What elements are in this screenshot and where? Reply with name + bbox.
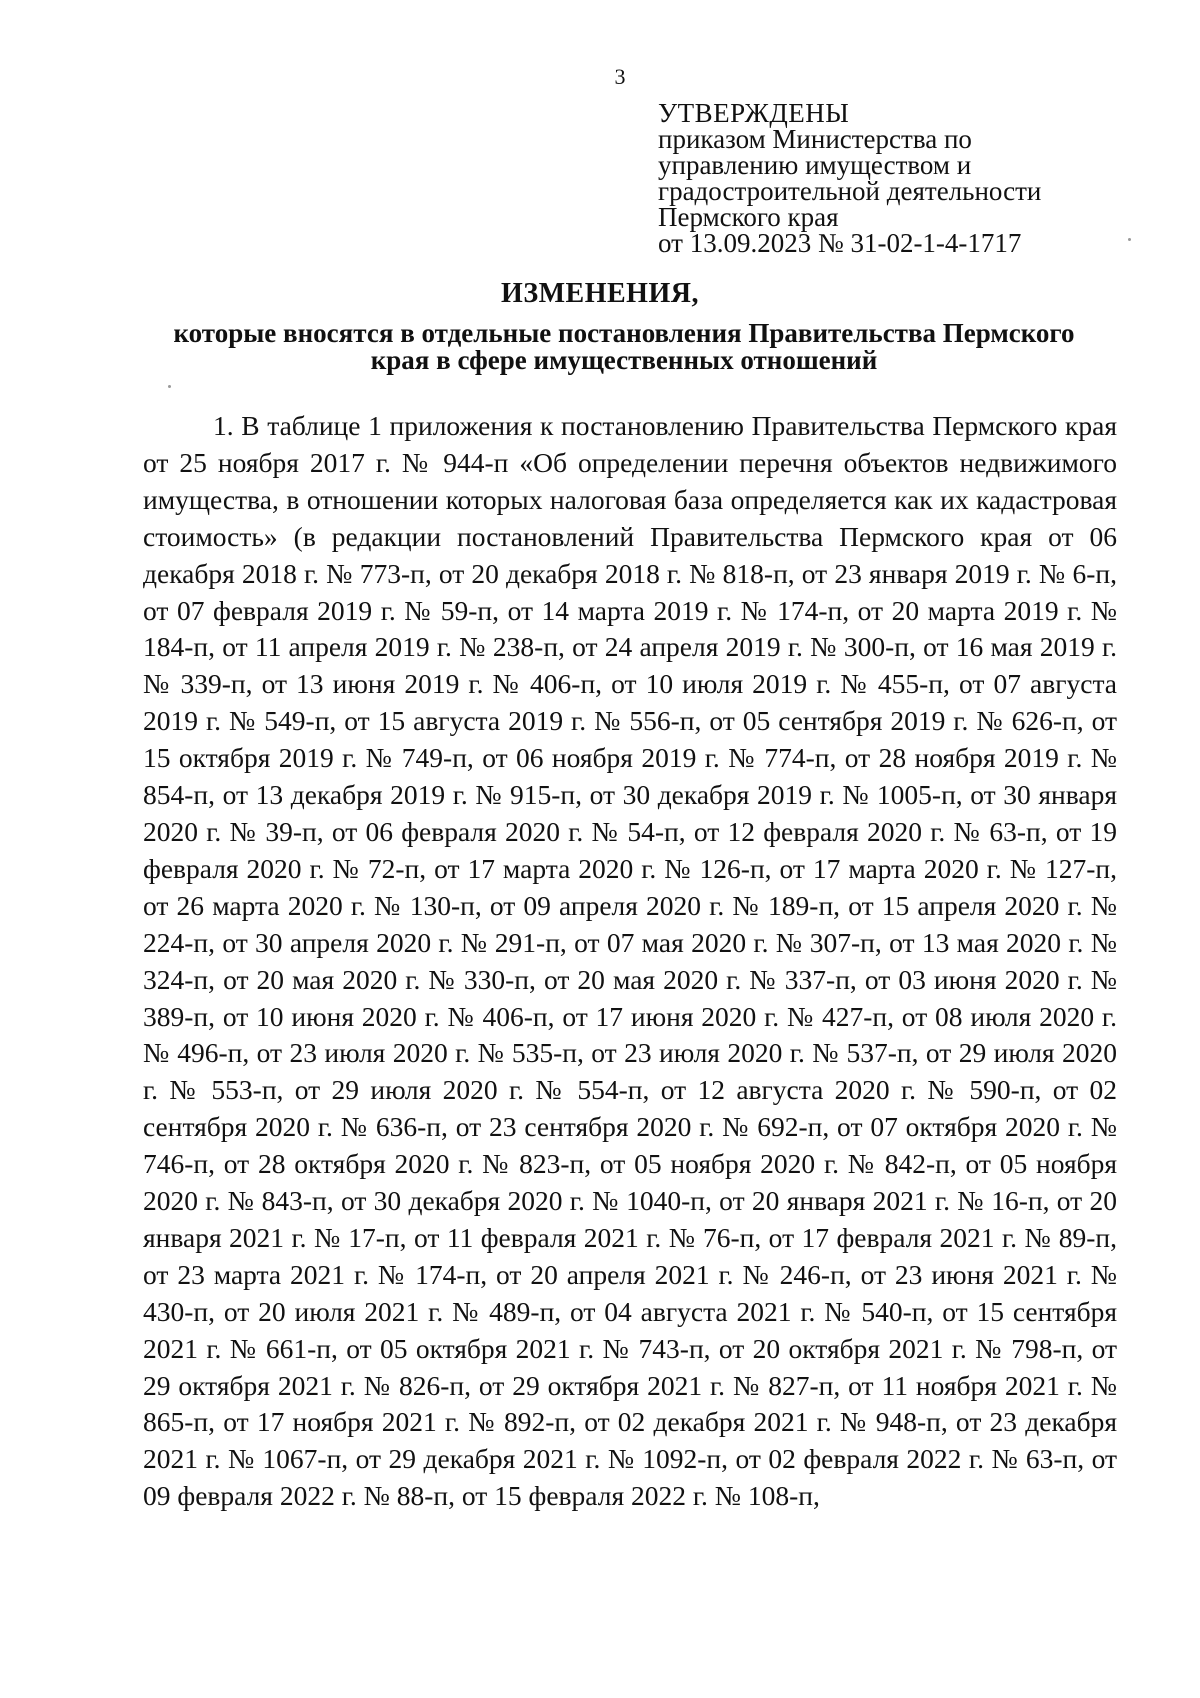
subtitle-line: которые вносятся в отдельные постановления Правительства Пермского	[173, 318, 1075, 348]
approval-line: градостроительной деятельности	[658, 176, 1042, 206]
scan-artifact	[168, 385, 171, 388]
document-subtitle	[140, 320, 1108, 374]
subtitle-line: края в сфере имущественных отношений	[370, 345, 878, 375]
approval-line: управлению имуществом и	[658, 150, 972, 180]
approval-heading: УТВЕРЖДЕНЫ	[658, 98, 850, 128]
scan-artifact	[1128, 238, 1131, 241]
body-paragraph: 1. В таблице 1 приложения к постановлению Правительства Пермского края от 25 ноября 2017 г. № 944-п «Об определении перечня объектов недвижимого имущества, в отношении которых налоговая база определяется как их кадастровая стоимость» (в редакции постановлений Правительства Пермского края от 06 декабря 2018 г. № 773-п, от 20 декабря 2018 г. № 818-п, от 23 января 2019 г. № 6-п, от 07 февраля 2019 г. № 59-п, от 14 марта 2019 г. № 174-п, от 20 марта 2019 г. № 184-п, от 11 апреля 2019 г. № 238-п, от 24 апреля 2019 г. № 300-п, от 16 мая 2019 г. № 339-п, от 13 июня 2019 г. № 406-п, от 10 июля 2019 г. № 455-п, от 07 августа 2019 г. № 549-п, от 15 августа 2019 г. № 556-п, от 05 сентября 2019 г. № 626-п, от 15 октября 2019 г. № 749-п, от 06 ноября 2019 г. № 774-п, от 28 ноября 2019 г. № 854-п, от 13 декабря 2019 г. № 915-п, от 30 декабря 2019 г. № 1005-п, от 30 января 2020 г. № 39-п, от 06 февраля 2020 г. № 54-п, от 12 февраля 2020 г. № 63-п, от 19 февраля 2020 г. № 72-п, от 17 марта 2020 г. № 126-п, от 17 марта 2020 г. № 127-п, от 26 марта 2020 г. № 130-п, от 09 апреля 2020 г. № 189-п, от 15 апреля 2020 г. № 224-п, от 30 апреля 2020 г. № 291-п, от 07 мая 2020 г. № 307-п, от 13 мая 2020 г. № 324-п, от 20 мая 2020 г. № 330-п, от 20 мая 2020 г. № 337-п, от 03 июня 2020 г. № 389-п, от 10 июня 2020 г. № 406-п, от 17 июня 2020 г. № 427-п, от 08 июля 2020 г. № 496-п, от 23 июля 2020 г. № 535-п, от 23 июля 2020 г. № 537-п, от 29 июля 2020 г. № 553-п, от 29 июля 2020 г. № 554-п, от 12 августа 2020 г. № 590-п, от 02 сентября 2020 г. № 636-п, от 23 сентября 2020 г. № 692-п, от 07 октября 2020 г. № 746-п, от 28 октября 2020 г. № 823-п, от 05 ноября 2020 г. № 842-п, от 05 ноября 2020 г. № 843-п, от 30 декабря 2020 г. № 1040-п, от 20 января 2021 г. № 16-п, от 20 января 2021 г. № 17-п, от 11 февраля 2021 г. № 76-п, от 17 февраля 2021 г. № 89-п, от 23 марта 2021 г. № 174-п, от 20 апреля 2021 г. № 246-п, от 23 июня 2021 г. № 430-п, от 20 июля 2021 г. № 489-п, от 04 августа 2021 г. № 540-п, от 15 сентября 2021 г. № 661-п, от 05 октября 2021 г. № 743-п, от 20 октября 2021 г. № 798-п, от 29 октября 2021 г. № 826-п, от 29 октября 2021 г. № 827-п, от 11 ноября 2021 г. № 865-п, от 17 ноября 2021 г. № 892-п, от 02 декабря 2021 г. № 948-п, от 23 декабря 2021 г. № 1067-п, от 29 декабря 2021 г. № 1092-п, от 02 февраля 2022 г. № 63-п, от 09 февраля 2022 г. № 88-п, от 15 февраля 2022 г. № 108-п,	[143, 410, 1117, 1512]
approval-stamp	[658, 100, 1128, 256]
approval-line: приказом Министерства по	[658, 124, 972, 154]
approval-line: Пермского края	[658, 202, 839, 232]
document-title: ИЗМЕНЕНИЯ,	[501, 278, 699, 309]
approval-line: от 13.09.2023 № 31-02-1-4-1717	[658, 228, 1022, 258]
page-number: 3	[614, 64, 626, 89]
